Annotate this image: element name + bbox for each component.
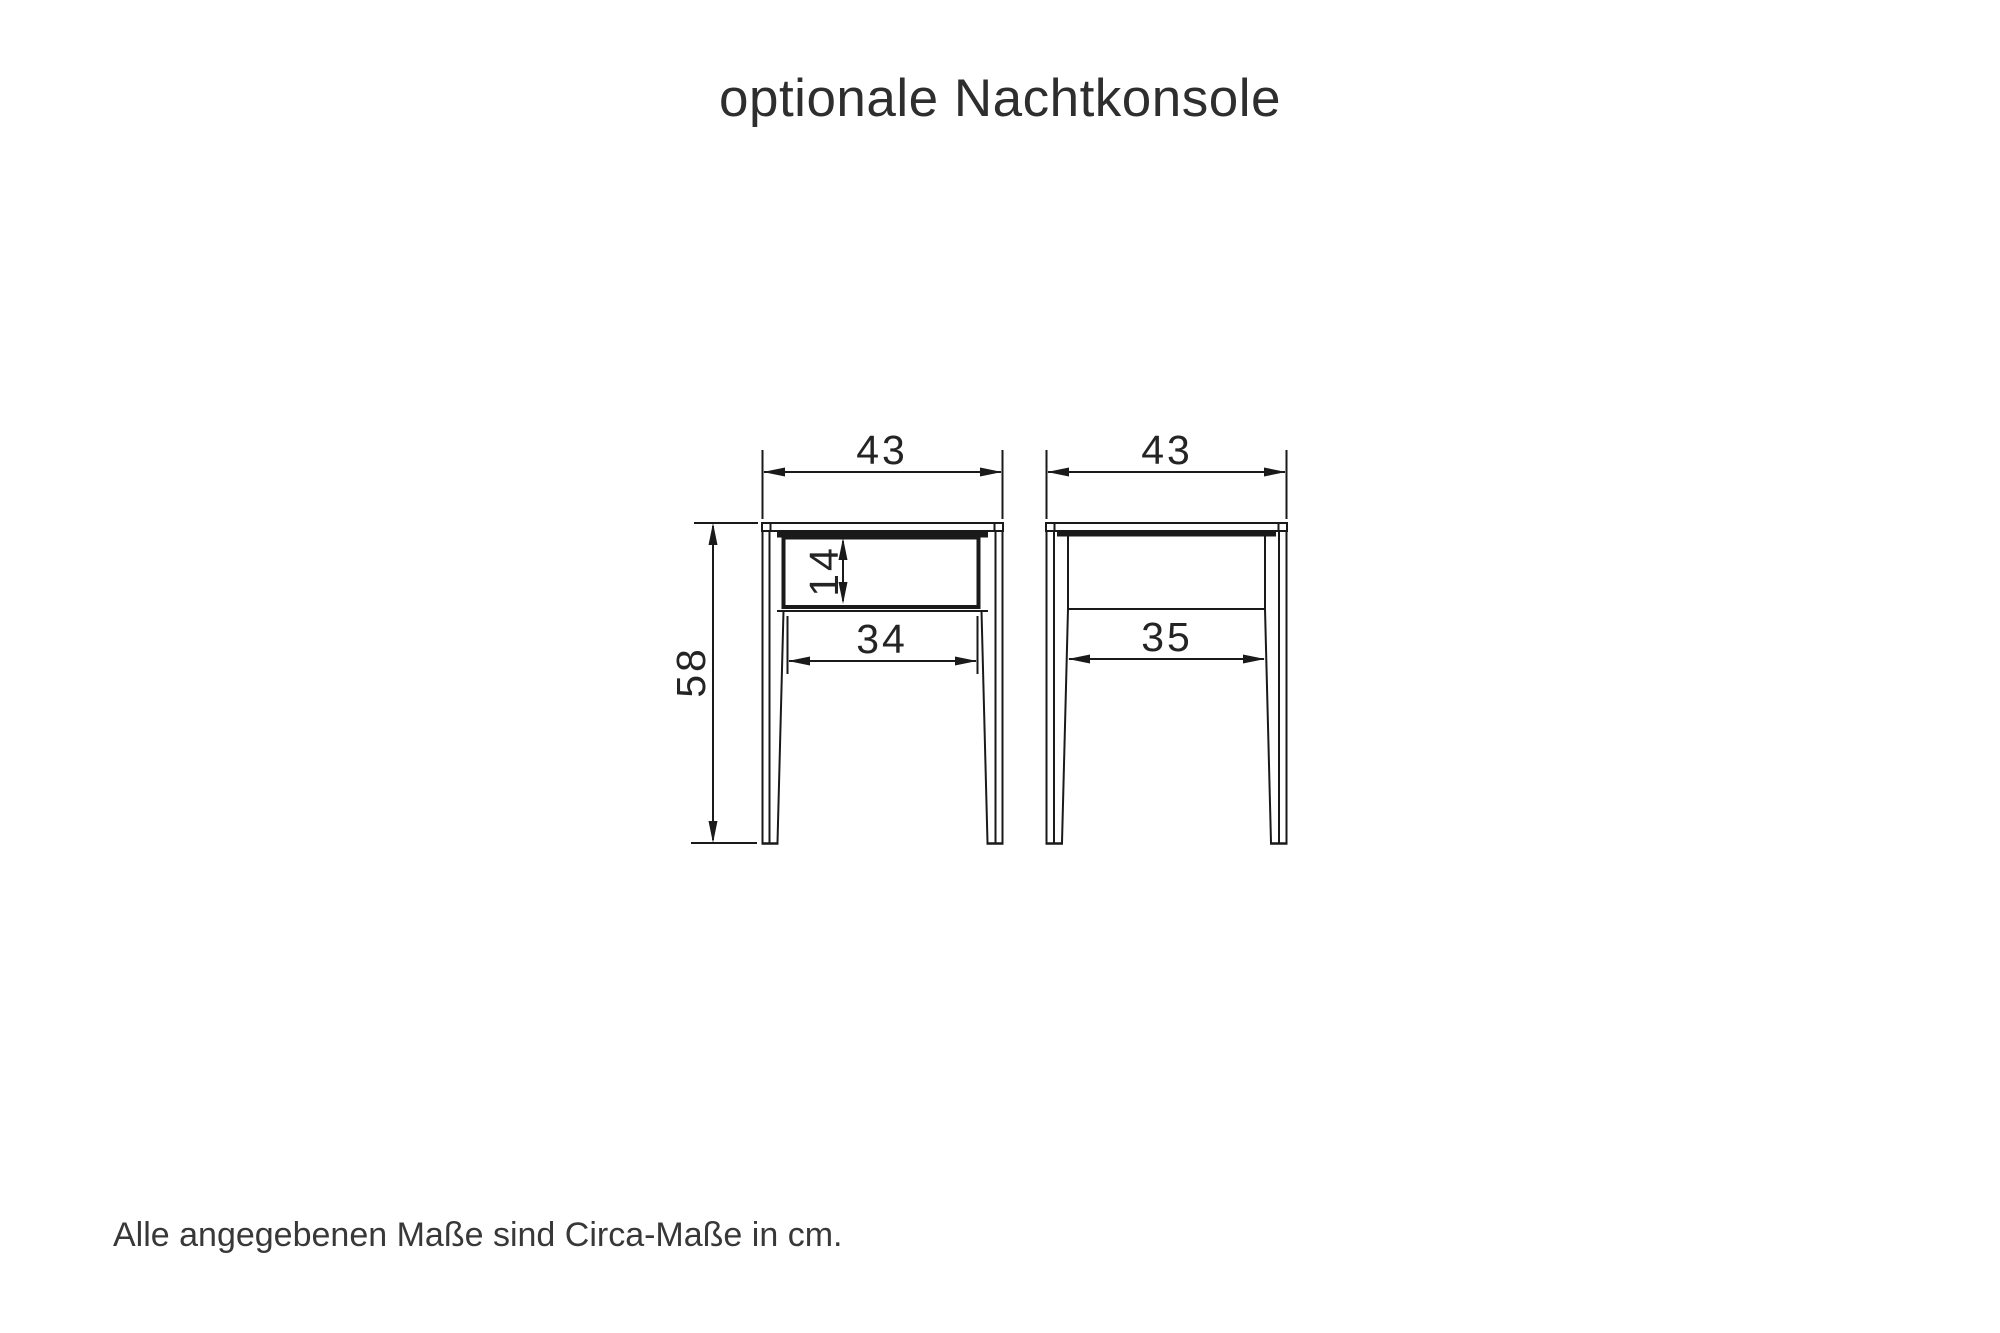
side-left-leg (1046, 531, 1069, 844)
height-dimension (668, 523, 758, 843)
arrowhead-left-icon (1047, 468, 1069, 477)
arrowhead-right-icon (1264, 468, 1286, 477)
arrowhead-down-icon (709, 821, 718, 843)
leg-inner-tapered-edge (1062, 609, 1068, 843)
arrowhead-up-icon (709, 523, 718, 545)
tabletop-outline (762, 523, 1003, 531)
side-view (1046, 427, 1288, 844)
arrowhead-right-icon (955, 657, 977, 666)
leg-inner-tapered-edge (982, 611, 988, 843)
side-width-label: 43 (1141, 427, 1193, 473)
height-label: 58 (668, 646, 714, 698)
leg-inner-tapered-edge (1265, 609, 1271, 843)
front-inner-width-label: 34 (856, 616, 908, 662)
footer-note: Alle angegebenen Maße sind Circa-Maße in cm. (113, 1216, 843, 1254)
drawing-root (668, 427, 1288, 844)
front-left-leg (762, 531, 784, 844)
tabletop-outline (1046, 523, 1287, 531)
front-width-dimension (763, 427, 1003, 519)
arrowhead-right-icon (1243, 655, 1265, 664)
front-width-label: 43 (856, 427, 908, 473)
side-inner-width-label: 35 (1141, 614, 1193, 660)
front-view (668, 427, 1004, 844)
front-tabletop (762, 523, 1003, 531)
front-inner-width-dimension (788, 616, 978, 674)
side-width-dimension (1047, 427, 1287, 519)
side-right-leg (1265, 531, 1288, 844)
side-top-rail (1057, 532, 1276, 537)
arrowhead-left-icon (763, 468, 785, 477)
side-inner-width-dimension (1068, 614, 1265, 664)
arrowhead-left-icon (1068, 655, 1090, 664)
page-title: optionale Nachtkonsole (719, 69, 1281, 128)
drawer-height-label: 14 (801, 545, 847, 597)
leg-inner-tapered-edge (778, 611, 784, 843)
arrowhead-left-icon (788, 657, 810, 666)
front-right-leg (982, 531, 1004, 844)
side-tabletop (1046, 523, 1287, 531)
drawer-height-dimension (801, 538, 848, 604)
arrowhead-right-icon (980, 468, 1002, 477)
